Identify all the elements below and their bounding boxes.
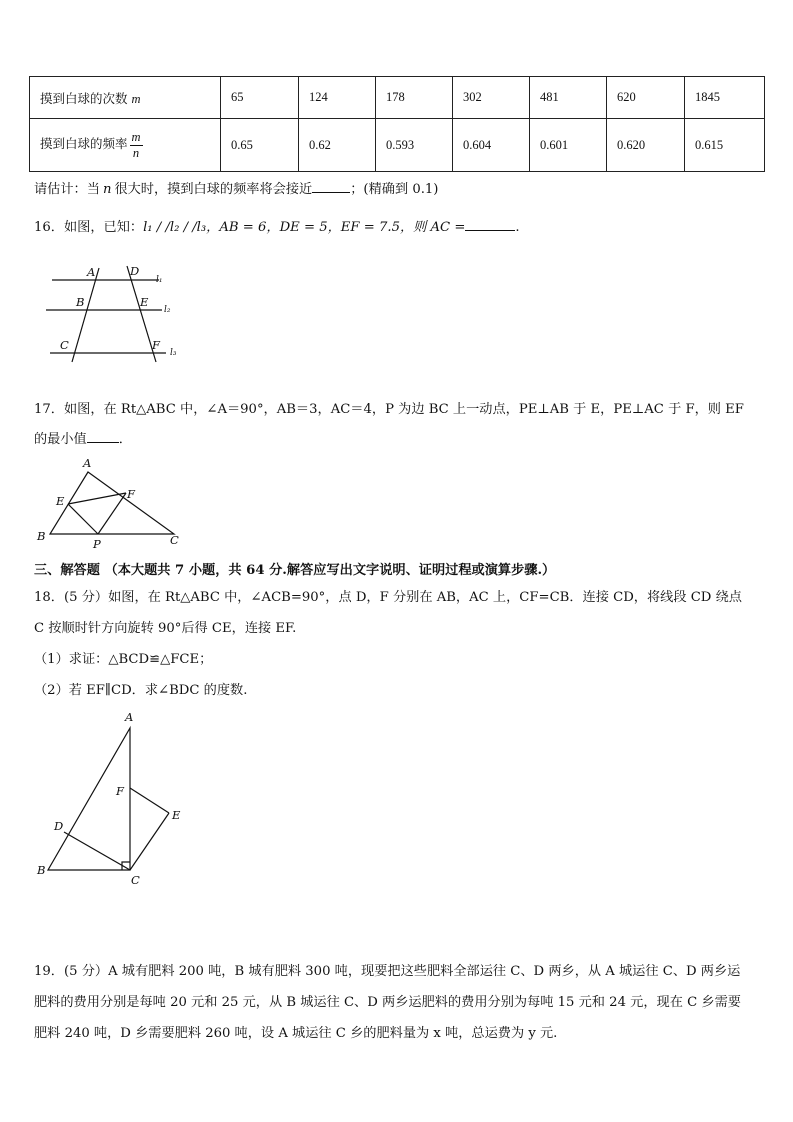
q16-text: 16．如图，已知：l₁ / /l₂ / /l₃，AB = 6，DE = 5，EF = 7.5，则 AC = . bbox=[34, 220, 520, 235]
label-l1: l₁ bbox=[156, 275, 163, 285]
segment-ce bbox=[130, 813, 169, 870]
label-a: A bbox=[83, 456, 92, 470]
label-e: E bbox=[172, 808, 181, 822]
q18-sub2: （2）若 EF∥CD．求∠BDC 的度数. bbox=[34, 683, 248, 698]
segment-ep bbox=[68, 504, 98, 534]
label-c: C bbox=[131, 873, 140, 886]
q18-text-line1: 18．(5 分）如图，在 Rt△ABC 中，∠ACB=90°，点 D，F 分别在 AB，AC 上，CF=CB．连接 CD，将线段 CD 绕点 bbox=[34, 590, 742, 605]
row-label: 摸到白球的次数 m bbox=[30, 77, 221, 119]
q16-parallel-lines-figure bbox=[44, 258, 194, 368]
label-b: B bbox=[37, 529, 46, 543]
table-cell: 481 bbox=[530, 77, 607, 119]
section-3-title: 三、解答题 （本大题共 7 小题，共 64 分.解答应写出文字说明、证明过程或演算步骤.） bbox=[34, 563, 556, 578]
table-cell: 0.615 bbox=[685, 119, 765, 172]
table-cell: 124 bbox=[299, 77, 376, 119]
segment-cd bbox=[64, 832, 130, 870]
segment-fe bbox=[130, 788, 169, 813]
segment-ef bbox=[68, 493, 126, 504]
label-e: E bbox=[140, 295, 149, 309]
label-c: C bbox=[170, 533, 179, 547]
label-b: B bbox=[37, 863, 46, 877]
q17-text-line2: 的最小值 ． bbox=[34, 432, 132, 447]
triangle-abc bbox=[50, 472, 174, 534]
label-l2: l₂ bbox=[164, 305, 171, 315]
table-cell: 302 bbox=[453, 77, 530, 119]
table-row bbox=[30, 77, 765, 119]
label-f: F bbox=[116, 784, 124, 798]
table-cell: 0.593 bbox=[376, 119, 453, 172]
table-cell: 620 bbox=[607, 77, 685, 119]
q19-text-line1: 19．(5 分）A 城有肥料 200 吨，B 城有肥料 300 吨，现要把这些肥料全部运往 C、D 两乡，从 A 城运往 C、D 两乡运 bbox=[34, 964, 741, 979]
table-cell: 0.65 bbox=[221, 119, 299, 172]
q17-triangle-figure bbox=[32, 454, 192, 550]
transversal-ac bbox=[72, 268, 99, 362]
table-cell: 0.62 bbox=[299, 119, 376, 172]
label-e: E bbox=[56, 494, 65, 508]
q18-text-line2: C 按顺时针方向旋转 90°后得 CE，连接 EF. bbox=[34, 621, 297, 636]
label-p: P bbox=[93, 537, 101, 550]
triangle-abc bbox=[48, 728, 130, 870]
q19-text-line2: 肥料的费用分别是每吨 20 元和 25 元，从 B 城运往 C、D 两乡运肥料的费用分别为每吨 15 元和 24 元，现在 C 乡需要 bbox=[34, 995, 741, 1010]
table-cell: 178 bbox=[376, 77, 453, 119]
label-f: F bbox=[127, 487, 135, 501]
table-cell: 1845 bbox=[685, 77, 765, 119]
table-cell: 0.601 bbox=[530, 119, 607, 172]
answer-blank bbox=[312, 192, 350, 193]
label-d: D bbox=[54, 819, 64, 833]
table-row bbox=[30, 119, 765, 172]
table-cell: 0.604 bbox=[453, 119, 530, 172]
table-cell: 0.620 bbox=[607, 119, 685, 172]
answer-blank bbox=[87, 442, 119, 443]
label-a: A bbox=[87, 265, 96, 279]
fraction: $\frac{m}{n}$ bbox=[131, 130, 141, 160]
q17-text-line1: 17．如图，在 Rt△ABC 中，∠A＝90°，AB＝3，AC＝4，P 为边 BC 上一动点，PE⊥AB 于 E，PE⊥AC 于 F，则 EF bbox=[34, 402, 744, 417]
q18-rotation-figure bbox=[34, 706, 194, 886]
q19-text-line3: 肥料 240 吨，D 乡需要肥料 260 吨，设 A 城运往 C 乡的肥料量为 x 吨，总运费为 y 元. bbox=[34, 1026, 558, 1041]
q15-estimate-line: 请估计：当 n 很大时，摸到白球的频率将会接近 ；(精确到 0.1) bbox=[34, 182, 439, 197]
label-c: C bbox=[60, 338, 69, 352]
label-l3: l₃ bbox=[170, 348, 177, 358]
table-cell: 65 bbox=[221, 77, 299, 119]
label-a: A bbox=[125, 710, 134, 724]
label-f: F bbox=[152, 338, 160, 352]
frequency-table bbox=[29, 76, 765, 172]
label-b: B bbox=[76, 295, 85, 309]
label-d: D bbox=[130, 264, 140, 278]
segment-fp bbox=[98, 493, 126, 534]
q18-sub1: （1）求证：△BCD≌△FCE； bbox=[34, 652, 213, 667]
row-label: 摸到白球的频率 $\frac{m}{n}$ bbox=[30, 119, 221, 172]
answer-blank bbox=[465, 230, 515, 231]
